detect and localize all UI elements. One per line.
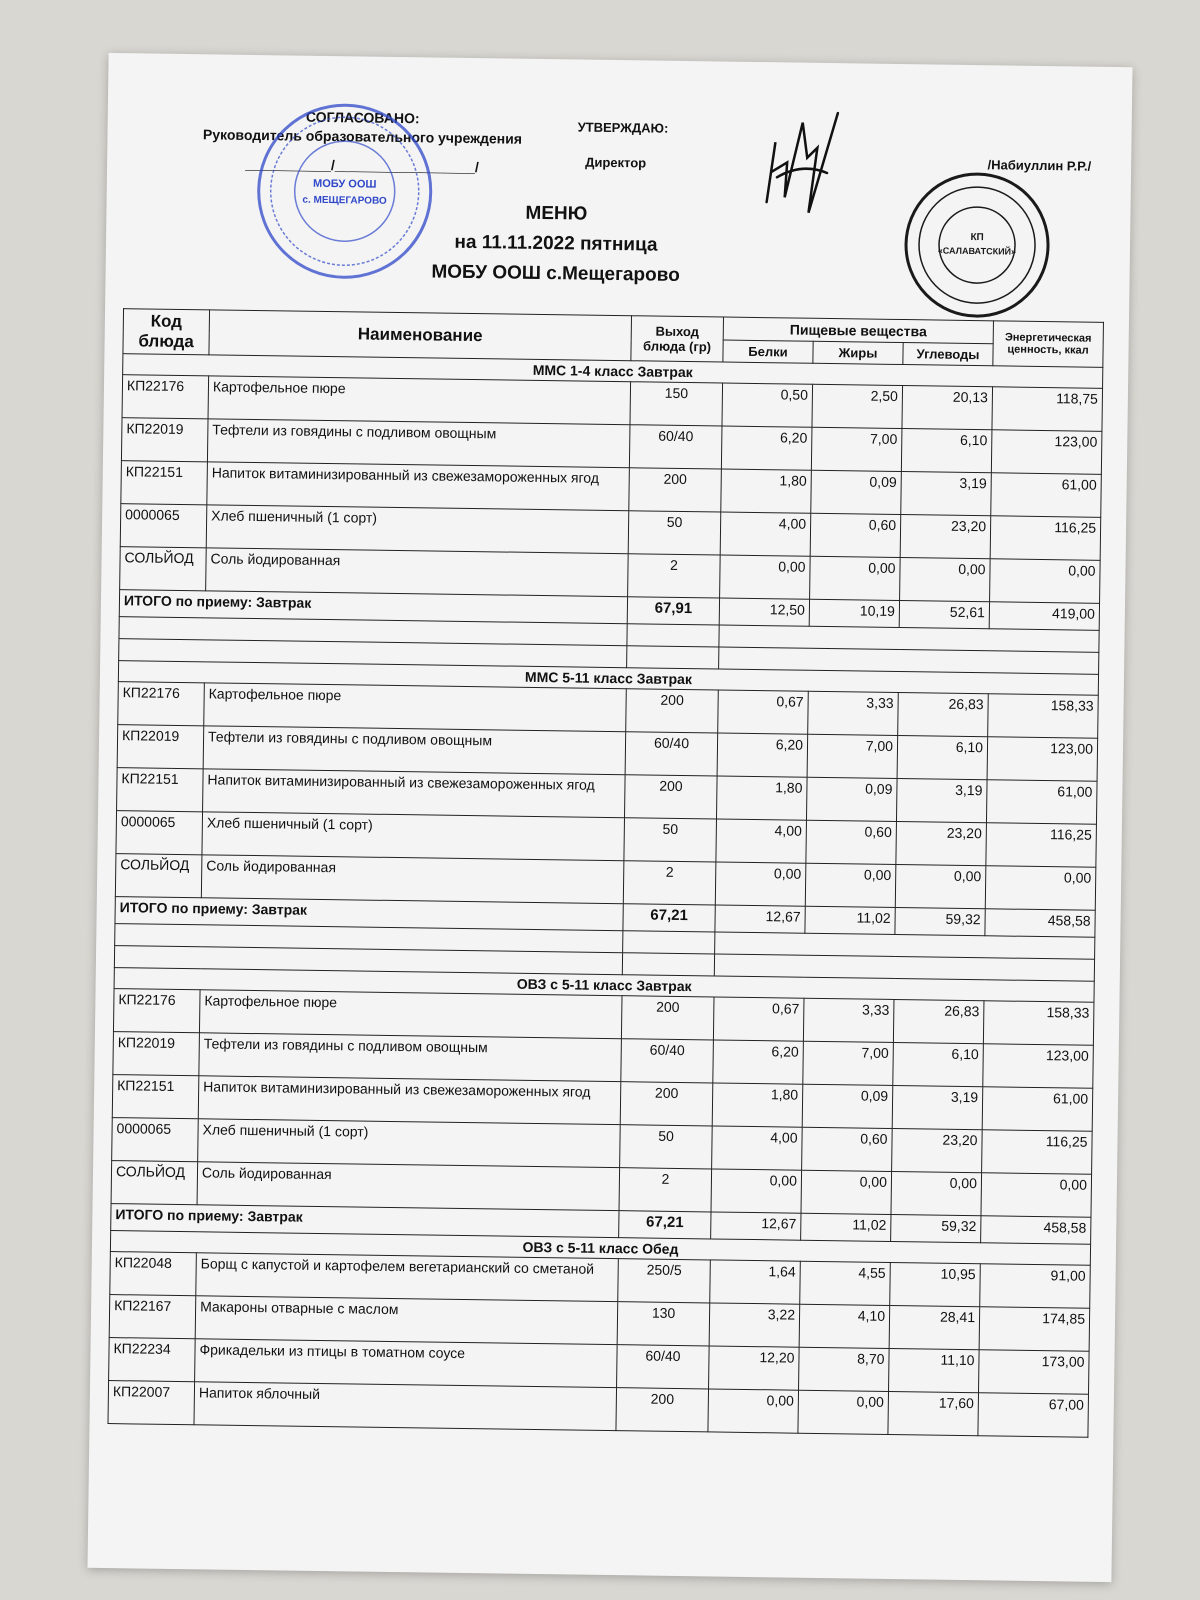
director-signature [746,102,858,229]
total-energy: 419,00 [989,602,1099,631]
dish-code: КП22007 [108,1381,195,1425]
dish-name: Тефтели из говядины с подливом овощным [207,419,630,468]
dish-protein: 1,80 [716,776,807,820]
dish-fat: 7,00 [807,734,898,778]
dish-name: Фрикадельки из птицы в томатном соусе [195,1339,618,1388]
dish-energy: 0,00 [990,559,1101,604]
dish-code: 0000065 [116,811,203,855]
dish-protein: 1,80 [712,1083,803,1127]
col-name: Наименование [209,310,632,361]
dish-protein: 6,20 [721,426,812,470]
dish-fat: 8,70 [799,1347,890,1391]
dish-fat: 0,09 [806,777,897,821]
dish-yield: 130 [617,1302,710,1346]
col-code: Код блюда [123,309,210,355]
dish-code: КП22151 [117,768,204,812]
dish-yield: 200 [624,775,717,819]
dish-energy: 0,00 [981,1173,1092,1218]
dish-name: Хлеб пшеничный (1 сорт) [206,505,629,554]
dish-protein: 6,20 [717,733,808,777]
supplier-stamp-name: «САЛАВАТСКИЙ» [937,245,1017,257]
confirm-role: Директор [585,154,647,171]
dish-protein: 6,20 [713,1040,804,1084]
dish-name: Соль йодированная [201,855,624,904]
dish-code: 0000065 [120,504,207,548]
dish-name: Макароны отварные с маслом [195,1296,618,1345]
dish-carbs: 23,20 [896,822,987,866]
dish-code: СОЛЬЙОД [115,854,202,898]
school-name: МОБУ ООШ с.Мещегарово [431,261,680,286]
dish-carbs: 6,10 [897,736,988,780]
dish-protein: 0,00 [720,555,811,599]
total-energy: 458,58 [981,1216,1091,1245]
dish-code: КП22151 [112,1075,199,1119]
menu-body [108,354,1103,1438]
blank-cell [627,624,719,647]
dish-energy: 61,00 [982,1087,1093,1132]
dish-carbs: 3,19 [892,1085,983,1129]
dish-protein: 0,67 [718,690,809,734]
dish-code: КП22048 [110,1252,197,1296]
approved-label: СОГЛАСОВАНО: [305,108,420,127]
dish-carbs: 20,13 [902,386,993,430]
dish-energy: 61,00 [991,473,1102,518]
dish-code: КП22019 [117,725,204,769]
svg-text:с. МЕЩЕГАРОВО: с. МЕЩЕГАРОВО [302,194,387,207]
dish-protein: 0,00 [711,1169,802,1213]
total-protein: 12,67 [711,1212,801,1240]
blank-cell [623,931,715,954]
dish-protein: 1,80 [721,469,812,513]
dish-protein: 4,00 [716,819,807,863]
dish-yield: 250/5 [618,1259,711,1303]
dish-protein: 0,50 [722,383,813,427]
dish-protein: 4,00 [712,1126,803,1170]
dish-carbs: 23,20 [892,1128,983,1172]
dish-energy: 116,25 [990,516,1101,561]
menu-date: на 11.11.2022 пятница [454,231,658,256]
dish-yield: 2 [623,861,716,905]
dish-carbs: 26,83 [898,693,989,737]
dish-name: Напиток витаминизированный из свежезамороженных ягод [198,1076,621,1125]
dish-carbs: 0,00 [891,1171,982,1215]
dish-name: Тефтели из говядины с подливом овощным [199,1033,622,1082]
blank-cell [622,953,714,976]
dish-carbs: 11,10 [889,1348,980,1392]
dish-protein: 4,00 [720,512,811,556]
total-label: ИТОГО по приему: Завтрак [115,897,623,931]
dish-yield: 2 [628,554,721,598]
col-protein: Белки [723,340,813,363]
dish-yield: 50 [620,1125,713,1169]
svg-text:МОБУ ООШ: МОБУ ООШ [313,177,377,191]
dish-code: КП22151 [121,461,208,505]
dish-name: Картофельное пюре [208,376,631,425]
dish-fat: 0,09 [811,470,902,514]
dish-energy: 116,25 [982,1130,1093,1175]
dish-carbs: 28,41 [889,1305,980,1349]
dish-code: КП22176 [118,682,205,726]
dish-energy: 158,33 [983,1001,1094,1046]
col-nutrients: Пищевые вещества [723,317,993,344]
dish-fat: 3,33 [808,691,899,735]
menu-title [405,197,706,291]
dish-yield: 200 [629,468,722,512]
dish-fat: 4,10 [799,1304,890,1348]
total-fat: 10,19 [809,599,899,627]
dish-yield: 60/40 [625,732,718,776]
dish-fat: 0,60 [802,1127,893,1171]
total-label: ИТОГО по приему: Завтрак [111,1204,619,1238]
confirm-block [577,119,668,170]
dish-yield: 200 [616,1388,709,1432]
dish-name: Борщ с капустой и картофелем вегетарианский со сметаной [196,1253,619,1302]
dish-name: Картофельное пюре [199,990,622,1039]
total-label: ИТОГО по приему: Завтрак [119,590,627,624]
menu-document [87,53,1132,1582]
dish-energy: 173,00 [979,1350,1090,1395]
dish-name: Соль йодированная [197,1162,620,1211]
dish-protein: 0,67 [713,997,804,1041]
dish-name: Напиток витаминизированный из свежезамороженных ягод [207,462,630,511]
dish-carbs: 17,60 [888,1391,979,1435]
dish-yield: 60/40 [617,1345,710,1389]
dish-yield: 50 [624,818,717,862]
dish-carbs: 3,19 [896,779,987,823]
dish-code: СОЛЬЙОД [120,547,207,591]
dish-carbs: 6,10 [901,429,992,473]
dish-energy: 0,00 [985,866,1096,911]
dish-fat: 7,00 [803,1041,894,1085]
dish-name: Напиток витаминизированный из свежезамороженных ягод [203,769,626,818]
total-fat: 11,02 [805,906,895,934]
dish-energy: 118,75 [992,387,1103,432]
dish-code: КП22176 [113,989,200,1033]
total-yield: 67,91 [627,597,719,625]
approved-signature-line: ___________/__________________/ [245,155,479,176]
dish-yield: 60/40 [629,425,722,469]
dish-energy: 174,85 [979,1307,1090,1352]
dish-yield: 200 [626,689,719,733]
dish-code: 0000065 [112,1118,199,1162]
dish-energy: 67,00 [978,1393,1089,1438]
dish-energy: 123,00 [983,1044,1094,1089]
dish-code: КП22019 [113,1032,200,1076]
dish-carbs: 10,95 [890,1262,981,1306]
dish-yield: 200 [621,996,714,1040]
dish-fat: 0,00 [810,556,901,600]
dish-protein: 1,64 [710,1260,801,1304]
supplier-stamp-kp: КП [970,231,984,244]
dish-carbs: 6,10 [893,1042,984,1086]
dish-code: СОЛЬЙОД [111,1161,198,1205]
dish-protein: 0,00 [708,1389,799,1433]
dish-fat: 7,00 [811,427,902,471]
dish-fat: 0,09 [802,1084,893,1128]
dish-name: Хлеб пшеничный (1 сорт) [202,812,625,861]
dish-fat: 0,00 [805,863,896,907]
total-yield: 67,21 [619,1211,711,1239]
col-fat: Жиры [813,341,903,364]
blank-cell [627,646,719,669]
dish-code: КП22176 [122,375,209,419]
dish-name: Тефтели из говядины с подливом овощным [203,726,626,775]
dish-carbs: 26,83 [893,999,984,1043]
dish-yield: 50 [628,511,721,555]
col-energy: Энергетическая ценность, ккал [993,321,1104,368]
dish-energy: 116,25 [986,823,1097,868]
col-yield: Выход блюда (гр) [631,316,724,362]
total-protein: 12,50 [719,598,809,626]
dish-fat: 0,60 [806,820,897,864]
director-name: /Набиуллин Р.Р./ [987,157,1092,174]
dish-code: КП22167 [109,1295,196,1339]
dish-name: Картофельное пюре [204,683,627,732]
total-energy: 458,58 [985,909,1095,938]
section-title: ММС 1-4 класс Завтрак [123,354,1103,389]
dish-fat: 0,00 [798,1390,889,1434]
section-title: ММС 5-11 класс Завтрак [118,661,1098,696]
dish-energy: 123,00 [991,430,1102,475]
dish-protein: 3,22 [709,1303,800,1347]
section-title: ОВЗ с 5-11 класс Обед [110,1231,1090,1266]
total-protein: 12,67 [715,905,805,933]
dish-name: Хлеб пшеничный (1 сорт) [198,1119,621,1168]
dish-fat: 2,50 [812,384,903,428]
dish-energy: 91,00 [980,1264,1091,1309]
dish-yield: 60/40 [621,1039,714,1083]
dish-fat: 0,60 [810,513,901,557]
dish-energy: 61,00 [986,780,1097,825]
dish-name: Напиток яблочный [194,1382,617,1431]
dish-energy: 123,00 [987,737,1098,782]
total-carbs: 59,32 [891,1214,981,1242]
dish-code: КП22234 [109,1338,196,1382]
total-carbs: 52,61 [899,601,989,629]
col-carbs: Углеводы [903,343,993,366]
menu-table [107,308,1104,1438]
total-carbs: 59,32 [895,907,985,935]
dish-yield: 150 [630,382,723,426]
dish-protein: 12,20 [709,1346,800,1390]
section-title: ОВЗ с 5-11 класс Завтрак [114,968,1094,1003]
dish-carbs: 0,00 [900,558,991,602]
dish-name: Соль йодированная [206,548,629,597]
dish-fat: 3,33 [803,998,894,1042]
dish-carbs: 3,19 [901,472,992,516]
dish-energy: 158,33 [988,694,1099,739]
dish-yield: 200 [620,1082,713,1126]
dish-yield: 2 [619,1168,712,1212]
dish-fat: 0,00 [801,1170,892,1214]
dish-code: КП22019 [121,418,208,462]
dish-carbs: 23,20 [900,515,991,559]
dish-fat: 4,55 [800,1261,891,1305]
confirm-label: УТВЕРЖДАЮ: [577,119,669,136]
approved-role: Руководитель образовательного учреждения [202,126,523,147]
dish-carbs: 0,00 [895,864,986,908]
supplier-stamp [901,169,1053,321]
total-fat: 11,02 [801,1213,891,1241]
dish-protein: 0,00 [715,862,806,906]
menu-heading: МЕНЮ [525,202,588,225]
total-yield: 67,21 [623,904,715,932]
